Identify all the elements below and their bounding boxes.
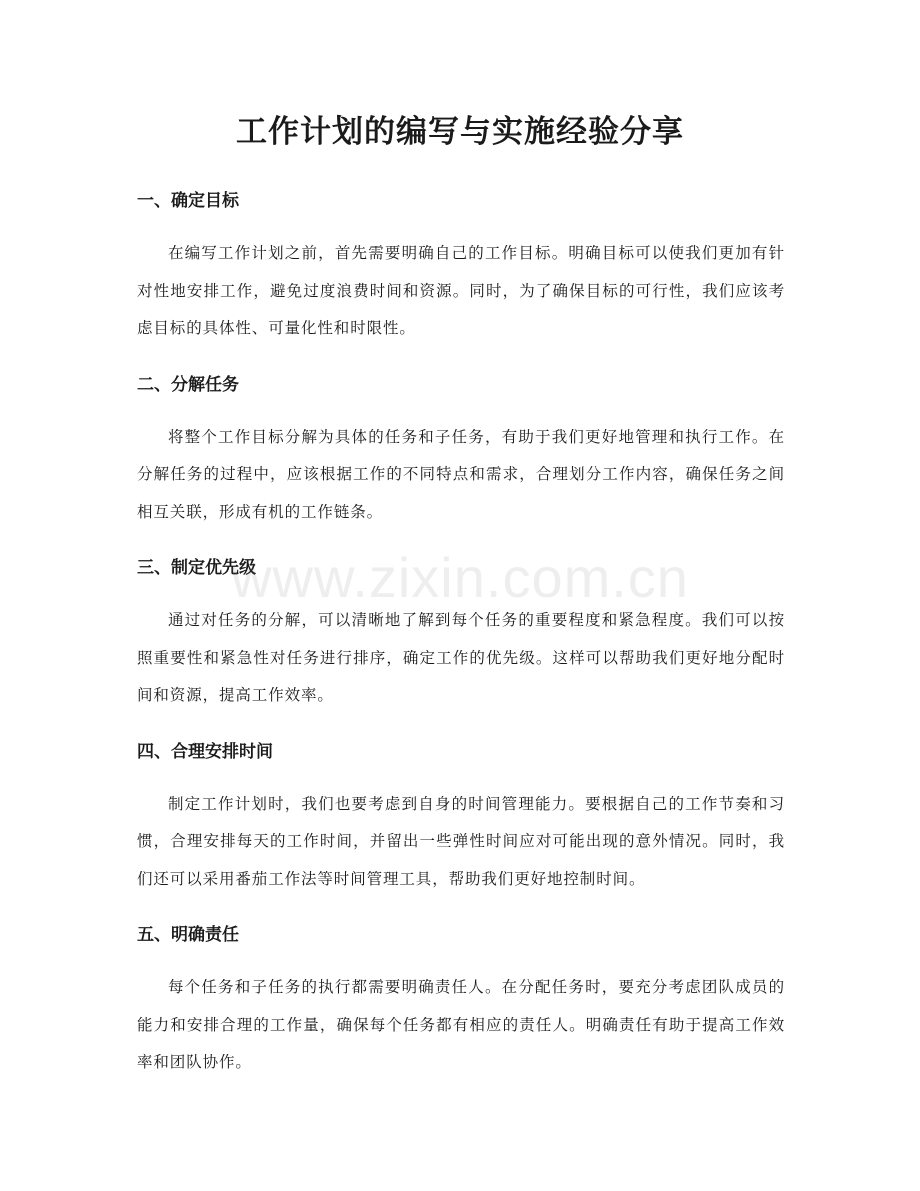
section-set-priorities [137,545,785,729]
section-paragraph: 在编写工作计划之前，首先需要明确自己的工作目标。明确目标可以使我们更加有针对性地安排工作，避免过度浪费时间和资源。同时，为了确保目标的可行性，我们应该考虑目标的具体性、可量化性和时限性。 [137,244,785,337]
watermark: www.zixin.com.cn [231,546,689,609]
section-heading: 五、明确责任 [137,925,239,945]
section-heading: 一、确定目标 [137,191,239,211]
section-heading: 三、制定优先级 [137,558,256,578]
section-heading: 二、分解任务 [137,374,239,395]
document-title: 工作计划的编写与实施经验分享 [236,114,684,150]
section-paragraph: 将整个工作目标分解为具体的任务和子任务，有助于我们更好地管理和执行工作。在分解任务的过程中，应该根据工作的不同特点和需求，合理划分工作内容，确保任务之间相互关联，形成有机的工作链条。 [137,427,785,521]
section-paragraph: 通过对任务的分解，可以清晰地了解到每个任务的重要程度和紧急程度。我们可以按照重要性和紧急性对任务进行排序，确定工作的优先级。这样可以帮助我们更好地分配时间和资源，提高工作效率。 [137,611,785,704]
section-arrange-time [137,729,785,913]
section-decompose-tasks [137,362,785,546]
section-paragraph: 每个任务和子任务的执行都需要明确责任人。在分配任务时，要充分考虑团队成员的能力和安排合理的工作量，确保每个任务都有相应的责任人。明确责任有助于提高工作效率和团队协作。 [137,978,785,1071]
document-content [137,178,785,1096]
section-clarify-responsibility [137,912,785,1096]
section-heading: 四、合理安排时间 [137,741,273,762]
section-paragraph: 制定工作计划时，我们也要考虑到自身的时间管理能力。要根据自己的工作节奏和习惯，合理安排每天的工作时间，并留出一些弹性时间应对可能出现的意外情况。同时，我们还可以采用番茄工作法等时间管理工具，帮助我们更好地控制时间。 [137,794,785,888]
section-determine-goals [137,178,785,362]
